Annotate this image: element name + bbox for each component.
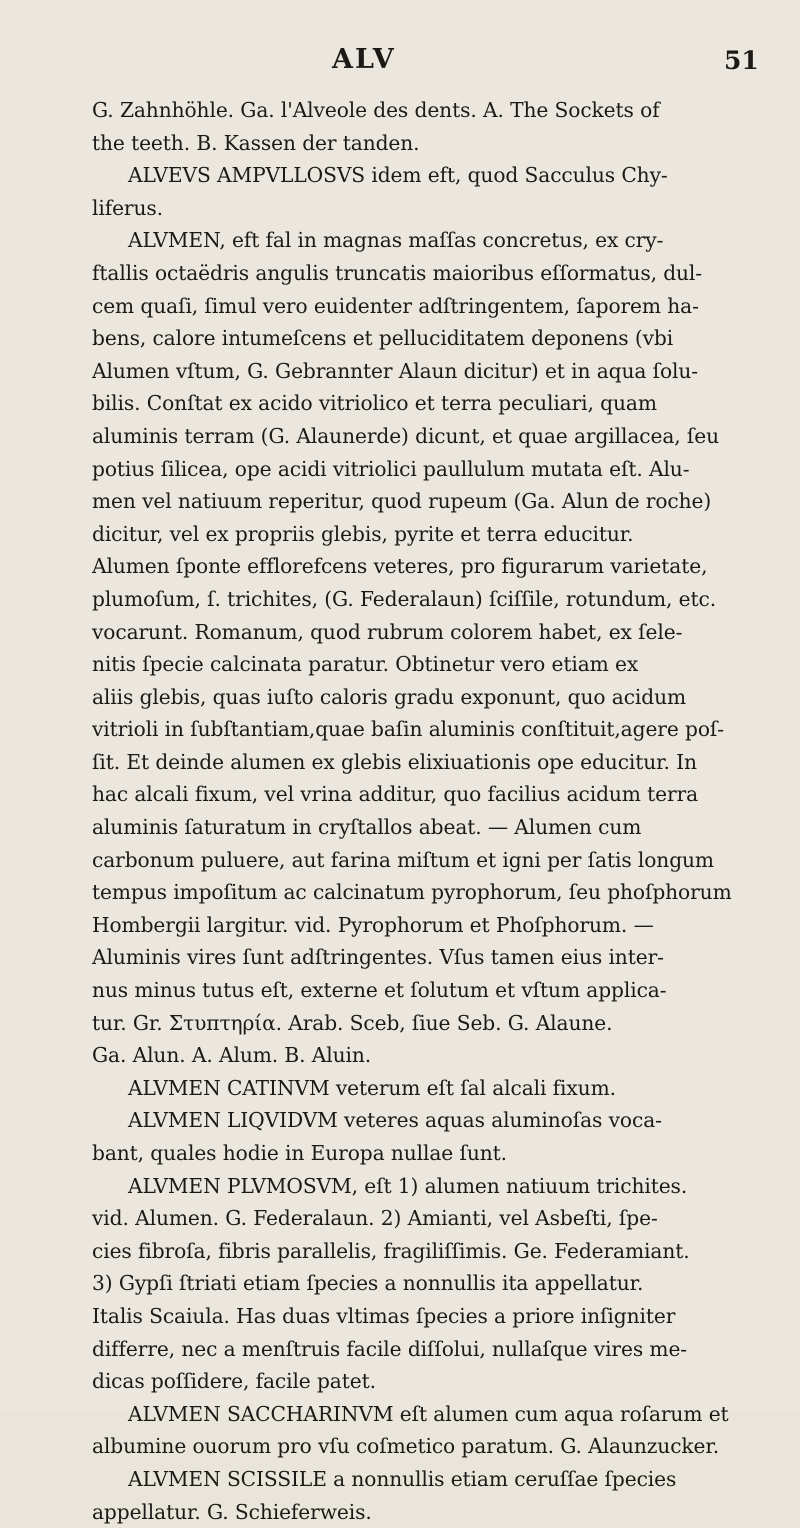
page-header [0,44,800,84]
text-line: ALVMEN LIQVIDVM veteres aquas aluminoſas voca- [128,1108,662,1133]
text-line: ALVMEN PLVMOSVM, eſt 1) alumen natiuum trichites. [128,1173,688,1198]
text-line: vitrioli in ſubſtantiam,quae baſin aluminis conſtituit,agere poſ- [92,717,724,742]
text-line: cem quaſi, ſimul vero euidenter adſtringentem, ſaporem ha- [92,293,699,318]
text-line: albumine ouorum pro vſu coſmetico paratum. G. Alaunzucker. [92,1434,720,1459]
text-line: dicas poſſidere, facile patet. [92,1369,376,1394]
text-line: liferus. [92,195,163,220]
text-line: ALVMEN SCISSILE a nonnullis etiam ceruſſae ſpecies [128,1466,677,1491]
text-line: aluminis terram (G. Alaunerde) dicunt, et quae argillacea, ſeu [92,423,720,448]
text-line: Alumen vſtum, G. Gebrannter Alaun dicitur) et in aqua ſolu- [92,358,699,383]
text-line: potius ſilicea, ope acidi vitriolici paullulum mutata eſt. Alu- [92,456,690,481]
text-line: cies fibroſa, fibris parallelis, fragiliſſimis. Ge. Federamiant. [92,1238,690,1263]
text-line: Alumen ſponte efflorefcens veteres, pro figurarum varietate, [92,554,708,579]
text-line: vid. Alumen. G. Federalaun. 2) Amianti, vel Asbeſti, ſpe- [92,1206,658,1231]
running-head: ALV [332,44,396,75]
text-line: ALVEVS AMPVLLOSVS idem eft, quod Sacculus Chy- [128,163,668,188]
text-line: aluminis ſaturatum in cryſtallos abeat. — Alumen cum [92,815,642,840]
text-line: bens, calore intumeſcens et pelluciditatem deponens (vbi [92,326,674,351]
text-line: bant, quales hodie in Europa nullae ſunt. [92,1141,507,1165]
text-line: appellatur. G. Schieferweis. [92,1499,372,1524]
text-line: differre, nec a menſtruis facile diſſolui, nullaſque vires me- [92,1336,688,1361]
text-line: plumoſum, ſ. trichites, (G. Federalaun) ſciſſile, rotundum, etc. [92,586,717,611]
text-line: Ga. Alun. A. Alum. B. Aluin. [92,1043,372,1068]
text-line: Aluminis vires ſunt adſtringentes. Vſus tamen eius inter- [92,945,664,970]
text-line: G. Zahnhöhle. Ga. l'Alveole des dents. A. The Sockets of [92,98,660,122]
text-line: tur. Gr. Στυπτηρία. Arab. Sceb, ſiue Seb. G. Alaune. [92,1010,613,1035]
text-line: vocarunt. Romanum, quod rubrum colorem habet, ex ſele- [92,619,683,644]
text-line: the teeth. B. Kassen der tanden. [92,130,420,155]
text-line: Italis Scaiula. Has duas vltimas ſpecies a priore inſigniter [92,1303,676,1328]
text-line: carbonum puluere, aut farina miſtum et igni per ſatis longum [92,847,714,872]
text-line: 3) Gypſi ſtriati etiam ſpecies a nonnullis ita appellatur. [92,1271,644,1296]
text-line: Hombergii largitur. vid. Pyrophorum et Phoſphorum. — [92,912,654,937]
text-line: nus minus tutus eſt, externe et ſolutum et vſtum applica- [92,978,667,1003]
text-line: dicitur, vel ex propriis glebis, pyrite et terra educitur. [92,521,634,546]
dictionary-text [92,94,784,1528]
text-line: aliis glebis, quas iuſto caloris gradu exponunt, quo acidum [92,684,687,709]
text-line: ALVMEN CATINVM veterum eſt ſal alcali fixum. [128,1075,616,1100]
page-number: 51 [724,46,759,75]
text-line: ALVMEN SACCHARINVM eſt alumen cum aqua roſarum et [128,1401,729,1426]
text-line: ALVMEN, eft fal in magnas maſſas concretus, ex cry- [128,228,664,253]
text-line: nitis ſpecie calcinata paratur. Obtinetur vero etiam ex [92,652,639,677]
text-line: ſit. Et deinde alumen ex glebis elixiuationis ope educitur. In [92,749,697,774]
text-line: men vel natiuum reperitur, quod rupeum (Ga. Alun de roche) [92,489,712,514]
text-line: bilis. Conſtat ex acido vitriolico et terra peculiari, quam [92,391,657,416]
text-line: hac alcali fixum, vel vrina additur, quo facilius acidum terra [92,782,699,807]
text-line: tempus impoſitum ac calcinatum pyrophorum, ſeu phoſphorum [92,880,732,905]
text-line: ftallis octaëdris angulis truncatis maioribus eſſormatus, dul- [92,260,703,285]
